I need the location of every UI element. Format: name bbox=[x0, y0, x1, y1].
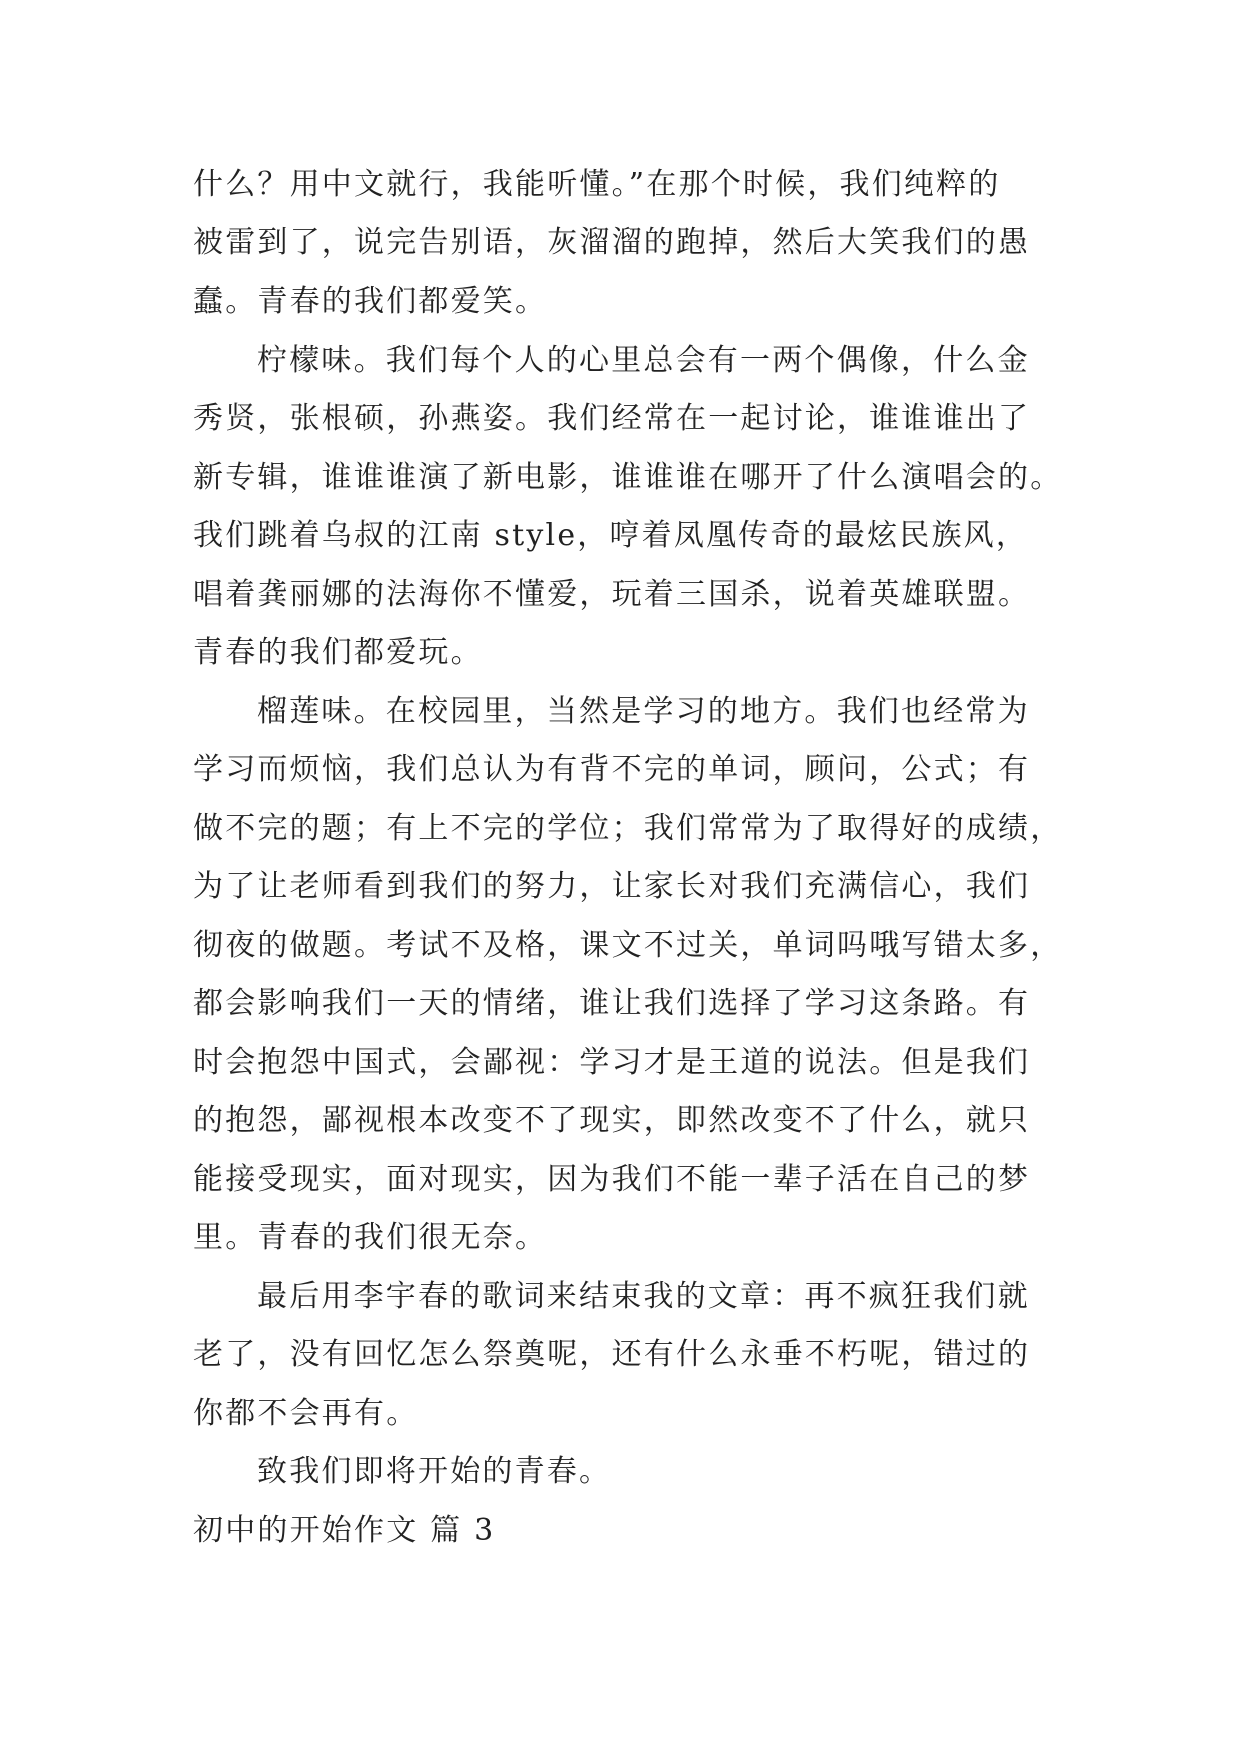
body-text-line: 我们跳着乌叔的江南 style，哼着凤凰传奇的最炫民族风， bbox=[193, 518, 1029, 553]
paragraph-start-line: 致我们即将开始的青春。 bbox=[257, 1454, 612, 1489]
paragraph-start-line: 柠檬味。我们每个人的心里总会有一两个偶像，什么金 bbox=[257, 343, 1030, 378]
body-text-line: 时会抱怨中国式，会鄙视：学习才是王道的说法。但是我们 bbox=[193, 1045, 1031, 1080]
body-text-line: 老了，没有回忆怎么祭奠呢，还有什么永垂不朽呢，错过的 bbox=[193, 1337, 1031, 1372]
body-text-line: 里。青春的我们很无奈。 bbox=[193, 1220, 548, 1255]
body-text-line: 为了让老师看到我们的努力，让家长对我们充满信心，我们 bbox=[193, 869, 1031, 904]
body-text-line: 青春的我们都爱玩。 bbox=[193, 635, 483, 670]
body-text-line: 能接受现实，面对现实，因为我们不能一辈子活在自己的梦 bbox=[193, 1162, 1031, 1197]
paragraph-start-line: 榴莲味。在校园里，当然是学习的地方。我们也经常为 bbox=[257, 694, 1030, 729]
body-text-line: 彻夜的做题。考试不及格，课文不过关，单词吗哦写错太多， bbox=[193, 928, 1063, 963]
section-heading: 初中的开始作文 篇 3 bbox=[193, 1513, 496, 1548]
body-text-line: 的抱怨，鄙视根本改变不了现实，即然改变不了什么，就只 bbox=[193, 1103, 1031, 1138]
body-text-line: 做不完的题；有上不完的学位；我们常常为了取得好的成绩， bbox=[193, 811, 1063, 846]
body-text-line: 什么？用中文就行，我能听懂。”在那个时候，我们纯粹的 bbox=[193, 167, 1001, 202]
body-text-line: 秀贤，张根硕，孙燕姿。我们经常在一起讨论，谁谁谁出了 bbox=[193, 401, 1031, 436]
body-text-line: 被雷到了，说完告别语，灰溜溜的跑掉，然后大笑我们的愚 bbox=[193, 225, 1031, 260]
body-text-line: 新专辑，谁谁谁演了新电影，谁谁谁在哪开了什么演唱会的。 bbox=[193, 460, 1063, 495]
body-text-line: 都会影响我们一天的情绪，谁让我们选择了学习这条路。有 bbox=[193, 986, 1031, 1021]
paragraph-start-line: 最后用李宇春的歌词来结束我的文章：再不疯狂我们就 bbox=[257, 1279, 1030, 1314]
body-text-line: 唱着龚丽娜的法海你不懂爱，玩着三国杀，说着英雄联盟。 bbox=[193, 577, 1031, 612]
body-text-line: 学习而烦恼，我们总认为有背不完的单词，顾问，公式；有 bbox=[193, 752, 1031, 787]
body-text-line: 你都不会再有。 bbox=[193, 1396, 419, 1431]
body-text-line: 蠢。青春的我们都爱笑。 bbox=[193, 284, 548, 319]
